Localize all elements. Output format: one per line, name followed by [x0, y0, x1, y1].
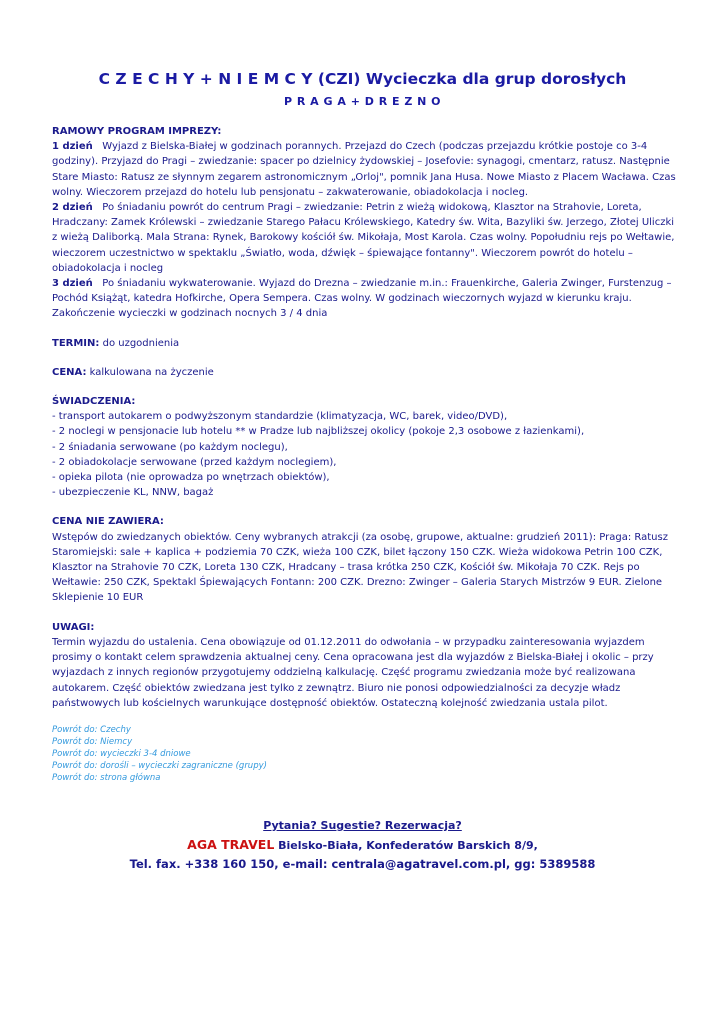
footer-contact: Tel. fax. +338 160 150, e-mail: centrala@agatravel.com.pl, gg: 5389588 [129, 857, 596, 871]
back-link-czechy[interactable]: Powrót do: Czechy [52, 725, 131, 735]
contact-footer [0, 816, 725, 874]
uwagi-heading: UWAGI: [52, 621, 95, 633]
day-label: 2 dzień [52, 202, 93, 214]
cena-line [52, 365, 682, 380]
document-body [52, 124, 682, 711]
list-item: - ubezpieczenie KL, NNW, bagaż [52, 487, 214, 499]
list-item: - 2 śniadania serwowane (po każdym noclegu), [52, 441, 288, 453]
back-link-niemcy[interactable]: Powrót do: Niemcy [52, 737, 133, 747]
back-link-dorosli[interactable]: Powrót do: dorośli – wycieczki zagraniczne (grupy) [52, 761, 267, 771]
program-day-1 [52, 139, 682, 200]
day-text: Wyjazd z Bielska-Białej w godzinach porannych. Przejazd do Czech (podczas przejazdu krótkie postoje co 3-4 godziny). Przyjazd do Pragi – zwiedzanie: spacer po dzielnicy żydowskiej – Josefovie: synagogi, cmentarz, ratusz. Następnie Stare Miasto: Ratusz ze słynnym zegarem astronomicznym „Orloj", pomnik Jana Husa. Nowe Miasto z Placem Wacława. Czas wolny. Wieczorem przejazd do hotelu lub pensjonatu – zakwaterowanie, obiadokolacja i nocleg. [52, 141, 676, 198]
swiadczenia-list [52, 409, 682, 500]
page-subtitle: P R A G A + D R E Z N O [283, 95, 442, 108]
termin-line [52, 336, 682, 351]
footer-address-line [0, 835, 725, 855]
footer-address: Bielsko-Biała, Konfederatów Barskich 8/9, [274, 839, 538, 852]
program-heading: RAMOWY PROGRAM IMPREZY: [52, 126, 222, 137]
program-day-2 [52, 200, 682, 276]
list-item: - transport autokarem o podwyższonym standardzie (klimatyzacja, WC, barek, video/DVD), [52, 411, 508, 423]
program-day-3 [52, 276, 682, 322]
back-link-wycieczki-3-4[interactable]: Powrót do: wycieczki 3-4 dniowe [52, 749, 191, 759]
swiadczenia-heading: ŚWIADCZENIA: [52, 396, 136, 408]
back-link-strona-glowna[interactable]: Powrót do: strona główna [52, 773, 161, 783]
page-title: C Z E C H Y + N I E M C Y (CZI) Wycieczka dla grup dorosłych [98, 70, 627, 88]
brand-name: AGA TRAVEL [187, 837, 275, 852]
termin-value: do uzgodnienia [102, 337, 180, 349]
cena-value: kalkulowana na życzenie [89, 366, 214, 378]
list-item: - 2 noclegi w pensjonacie lub hotelu ** w Pradze lub najbliższej okolicy (pokoje 2,3 osobowe z łazienkami), [52, 426, 585, 438]
termin-label: TERMIN: [52, 337, 100, 349]
day-text: Po śniadaniu powrót do centrum Pragi – zwiedzanie: Petrin z wieżą widokową, Klasztor na Strahovie, Loreta, Hradczany: Zamek Królewski – zwiedzanie Starego Pałacu Królewskiego, Katedry św. Wita, Bazyliki św. Jerzego, Złotej Uliczki z wieżą Daliborką. Mala Strana: Rynek, Barokowy kościół św. Mikołaja, Most Karola. Czas wolny. Popołudniu rejs po Wełtawie, wieczorem uczestnictwo w spektaklu „Światło, woda, dźwięk – śpiewające fontanny". Wieczorem powrót do hotelu – obiadokolacja i nocleg [52, 202, 675, 274]
list-item: - opieka pilota (nie oprowadza po wnętrzach obiektów), [52, 472, 330, 484]
uwagi-text: Termin wyjazdu do ustalenia. Cena obowiązuje od 01.12.2011 do odwołania – w przypadku zainteresowania wyjazdem prosimy o kontakt celem sprawdzenia aktualnej ceny. Cena opracowana jest dla wyjazdów z Bielska-Białej i okolic – przy wyjazdach z innych regionów przygotujemy oddzielną kalkulację. Część programu zwiedzania może być realizowana autokarem. Część obiektów zwiedzana jest tylko z zewnątrz. Biuro nie ponosi odpowiedzialności za decyzje władz państwowych lub kościelnych warunkujące dostępność obiektów. Ostateczną kolejność zwiedzania ustala pilot. [52, 636, 654, 709]
back-links [52, 724, 267, 784]
nie-zawiera-heading: CENA NIE ZAWIERA: [52, 516, 164, 528]
cena-label: CENA: [52, 366, 87, 378]
footer-question: Pytania? Sugestie? Rezerwacja? [263, 819, 462, 832]
day-text: Po śniadaniu wykwaterowanie. Wyjazd do Drezna – zwiedzanie m.in.: Frauenkirche, Galeria Zwinger, Furstenzug – Pochód Książąt, katedra Hofkirche, Opera Sempera. Czas wolny. W godzinach wieczornych wyjazd w kierunku kraju. Zakończenie wycieczki w godzinach nocnych 3 / 4 dnia [52, 278, 672, 320]
nie-zawiera-text: Wstępów do zwiedzanych obiektów. Ceny wybranych atrakcji (za osobę, grupowe, aktualne: grudzień 2011): Praga: Ratusz Staromiejski: sale + kaplica + podziemia 70 CZK, wieża 100 CZK, bilet łączony 150 CZK. Wieża widokowa Petrin 100 CZK, Klasztor na Strahovie 70 CZK, Loreta 130 CZK, Hradcany – trasa krótka 250 CZK, Kościół św. Mikołaja 70 CZK. Rejs po Wełtawie: 250 CZK, Spektakl Śpiewających Fontann: 200 CZK. Drezno: Zwinger – Galeria Starych Mistrzów 9 EUR. Zielone Sklepienie 10 EUR [52, 531, 668, 604]
list-item: - 2 obiadokolacje serwowane (przed każdym noclegiem), [52, 456, 337, 468]
day-label: 3 dzień [52, 278, 93, 290]
day-label: 1 dzień [52, 141, 93, 153]
